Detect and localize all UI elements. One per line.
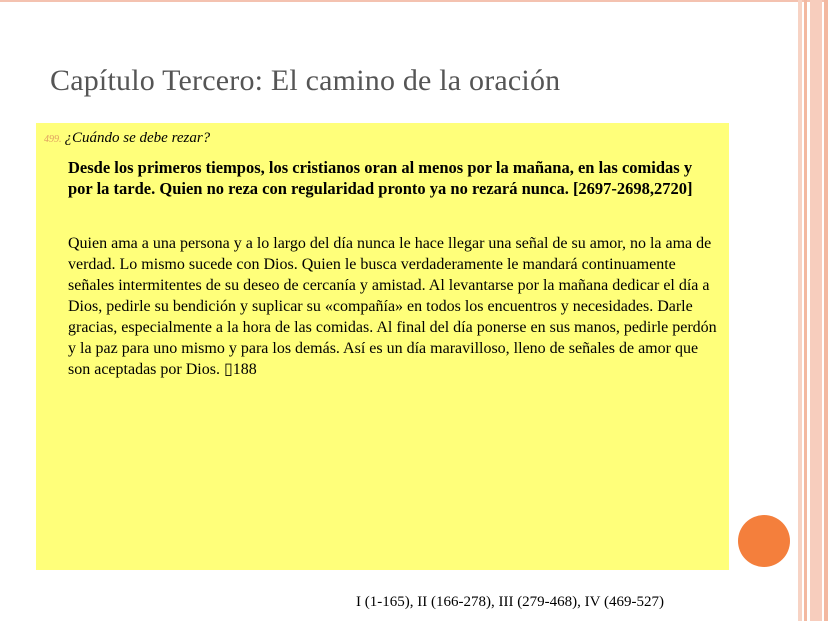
explanation-text: Quien ama a una persona y a lo largo del día nunca le hace llegar una señal de su amor, no la ama de verdad. Lo mismo sucede con Dios. Quien le busca verdaderamente le mandará continuamente señales intermitentes de su deseo de cercanía y amistad. Al levantarse por la mañana dedicar el día a Dios, pedirle su bendición y suplicar su «compañía» en todos los encuentros y necesidades. Darle gracias, especialmente a la hora de las comidas. Al final del día ponerse en sus manos, pedirle perdón y la paz para uno mismo y para los demás. Así es un día maravilloso, lleno de señales de amor que son aceptadas por Dios. ▯188: [68, 235, 717, 378]
stripe: [804, 0, 807, 621]
content-highlight-box: [36, 123, 729, 570]
decorative-orange-circle: [738, 515, 790, 567]
decorative-side-stripes: [798, 0, 828, 621]
stripe: [798, 0, 802, 621]
question-line: [44, 129, 210, 147]
top-border-line: [0, 0, 828, 2]
slide-title: Capítulo Tercero: El camino de la oración: [50, 64, 561, 97]
question-text: ¿Cuándo se debe rezar?: [64, 130, 211, 146]
stripe: [824, 0, 828, 621]
stripe: [810, 0, 822, 621]
footer-section-ranges: I (1-165), II (166-278), III (279-468), IV (469-527): [356, 594, 664, 610]
answer-text: Desde los primeros tiempos, los cristianos oran al menos por la mañana, en las comidas y por la tarde. Quien no reza con regularidad pronto ya no rezará nunca. [2697-2698,2720]: [68, 158, 693, 198]
question-number: 499.: [44, 134, 62, 145]
